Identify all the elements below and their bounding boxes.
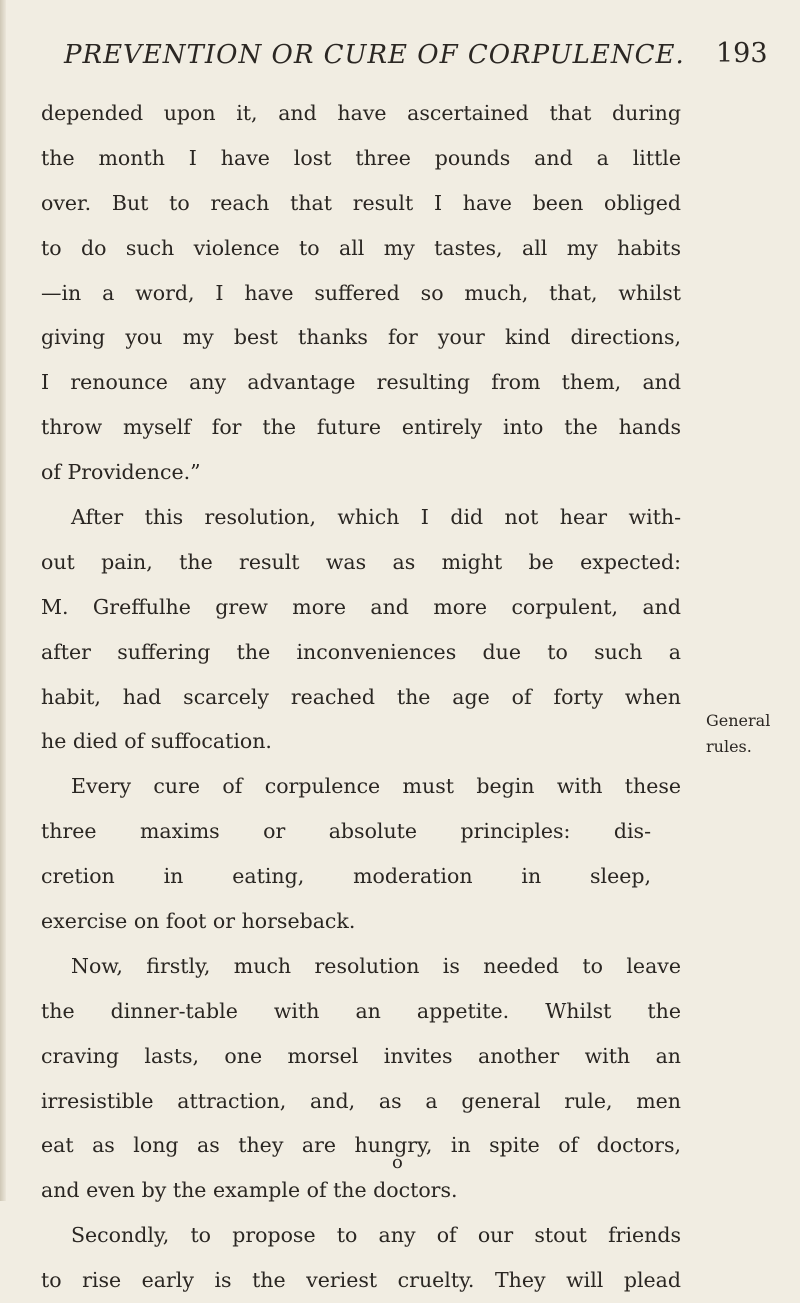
text-line: over. But to reach that result I have been obliged bbox=[41, 190, 681, 215]
text-line: out pain, the result was as might be expected: bbox=[41, 549, 681, 574]
text-line: three maxims or absolute principles: dis- bbox=[41, 819, 651, 844]
text-line: the dinner-table with an appetite. Whilst the bbox=[41, 998, 681, 1023]
text-line: I renounce any advantage resulting from them, and bbox=[41, 370, 681, 395]
text-line: Every cure of corpulence must begin with these bbox=[71, 774, 681, 799]
text-line: exercise on foot or horseback. bbox=[41, 909, 356, 934]
page-header bbox=[0, 40, 800, 90]
text-line: cretion in eating, moderation in sleep, bbox=[41, 864, 651, 889]
text-line: habit, had scarcely reached the age of forty when bbox=[41, 684, 681, 709]
signature-mark: o bbox=[392, 1152, 403, 1173]
body-text bbox=[41, 91, 681, 1303]
text-line: After this resolution, which I did not hear with- bbox=[71, 505, 681, 530]
text-line: to do such violence to all my tastes, all my habits bbox=[41, 235, 681, 260]
text-line: M. Greffulhe grew more and more corpulent, and bbox=[41, 594, 681, 619]
text-line: and even by the example of the doctors. bbox=[41, 1178, 458, 1203]
text-line: he died of suffocation. bbox=[41, 729, 272, 754]
page-edge bbox=[0, 0, 6, 1201]
text-line: Now, firstly, much resolution is needed to leave bbox=[71, 953, 681, 978]
text-line: eat as long as they are hungry, in spite of doctors, bbox=[41, 1133, 681, 1158]
text-line: irresistible attraction, and, as a general rule, men bbox=[41, 1088, 681, 1113]
text-line: —in a word, I have suffered so much, that, whilst bbox=[41, 280, 681, 305]
margin-note-line: rules. bbox=[706, 737, 752, 756]
text-line: after suffering the inconveniences due to such a bbox=[41, 639, 681, 664]
text-line: of Providence.” bbox=[41, 460, 201, 485]
running-head: PREVENTION OR CURE OF CORPULENCE. bbox=[64, 40, 685, 70]
text-line: throw myself for the future entirely into the hands bbox=[41, 415, 681, 440]
text-line: Secondly, to propose to any of our stout friends bbox=[71, 1223, 681, 1248]
text-line: craving lasts, one morsel invites another with an bbox=[41, 1043, 681, 1068]
text-line: giving you my best thanks for your kind directions, bbox=[41, 325, 681, 350]
text-line: the month I have lost three pounds and a little bbox=[41, 145, 681, 170]
margin-note-line: General bbox=[706, 711, 771, 730]
text-line: depended upon it, and have ascertained that during bbox=[41, 101, 681, 125]
margin-note bbox=[706, 708, 796, 760]
page-number: 193 bbox=[716, 38, 768, 69]
text-line: to rise early is the veriest cruelty. They will plead bbox=[41, 1268, 681, 1293]
